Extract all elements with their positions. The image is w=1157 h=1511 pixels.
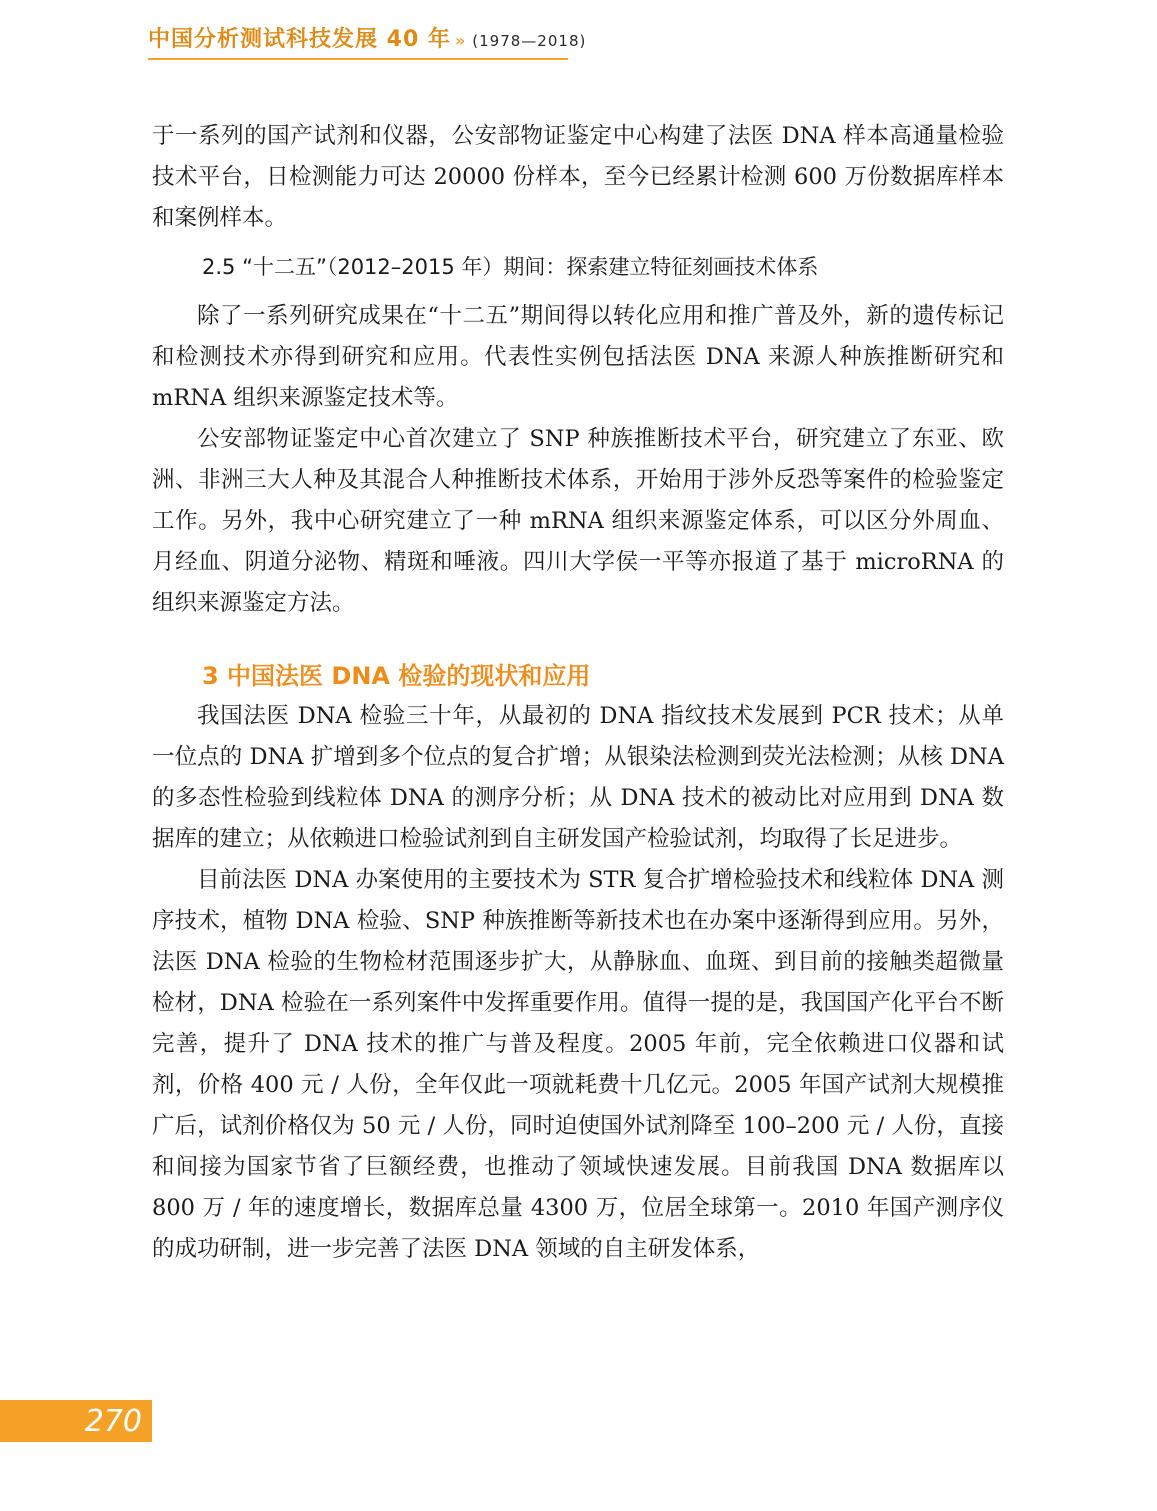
book-title: 中国分析测试科技发展 40 年 [148,27,451,52]
paragraph: 除了一系列研究成果在“十二五”期间得以转化应用和推广普及外，新的遗传标记和检测技术亦得到研究和应用。代表性实例包括法医 DNA 来源人种族推断研究和 mRNA 组织来源鉴定技术等。 [152,303,1004,411]
paragraph: 公安部物证鉴定中心首次建立了 SNP 种族推断技术平台，研究建立了东亚、欧洲、非洲三大人种及其混合人种推断技术体系，开始用于涉外反恐等案件的检验鉴定工作。另外，我中心研究建立了一种 mRNA 组织来源鉴定体系，可以区分外周血、月经血、阴道分泌物、精斑和唾液。四川大学侯一平等亦报道了基于 microRNA 的组织来源鉴定方法。 [152,426,1004,616]
subsection-heading-2-5: 2.5 “十二五”（2012–2015 年）期间：探索建立特征刻画技术体系 [202,255,819,279]
paragraph-continued: 于一系列的国产试剂和仪器，公安部物证鉴定中心构建了法医 DNA 样本高通量检验技术平台，日检测能力可达 20000 份样本，至今已经累计检测 600 万份数据库样本和案例样本。 [152,123,1004,231]
header-title-line [148,22,586,53]
paragraph: 目前法医 DNA 办案使用的主要技术为 STR 复合扩增检验技术和线粒体 DNA 测序技术，植物 DNA 检验、SNP 种族推断等新技术也在办案中逐渐得到应用。另外，法医 DNA 检验的生物检材范围逐步扩大，从静脉血、血斑、到目前的接触类超微量检材，DNA 检验在一系列案件中发挥重要作用。值得一提的是，我国国产化平台不断完善，提升了 DNA 技术的推广与普及程度。2005 年前，完全依赖进口仪器和试剂，价格 400 元 / 人份，全年仅此一项就耗费十几亿元。2005 年国产试剂大规模推广后，试剂价格仅为 50 元 / 人份，同时迫使国外试剂降至 100–200 元 / 人份，直接和间接为国家节省了巨额经费，也推动了领域快速发展。目前我国 DNA 数据库以 800 万 / 年的速度增长，数据库总量 4300 万，位居全球第一。2010 年国产测序仪的成功研制，进一步完善了法医 DNA 领域的自主研发体系， [152,867,1004,1262]
section-heading-3: 3 中国法医 DNA 检验的现状和应用 [202,662,591,690]
running-header [148,18,587,60]
paragraph: 我国法医 DNA 检验三十年，从最初的 DNA 指纹技术发展到 PCR 技术；从单一位点的 DNA 扩增到多个位点的复合扩增；从银染法检测到荧光法检测；从核 DNA 的多态性检验到线粒体 DNA 的测序分析；从 DNA 技术的被动比对应用到 DNA 数据库的建立；从依赖进口检验试剂到自主研发国产检验试剂，均取得了长足进步。 [152,703,1004,852]
page-number-tab [0,1400,152,1442]
page-number: 270 [84,1404,142,1439]
year-range: (1978—2018) [472,32,587,50]
double-chevron-right-icon: » [454,31,467,50]
page-body [152,116,1004,1270]
